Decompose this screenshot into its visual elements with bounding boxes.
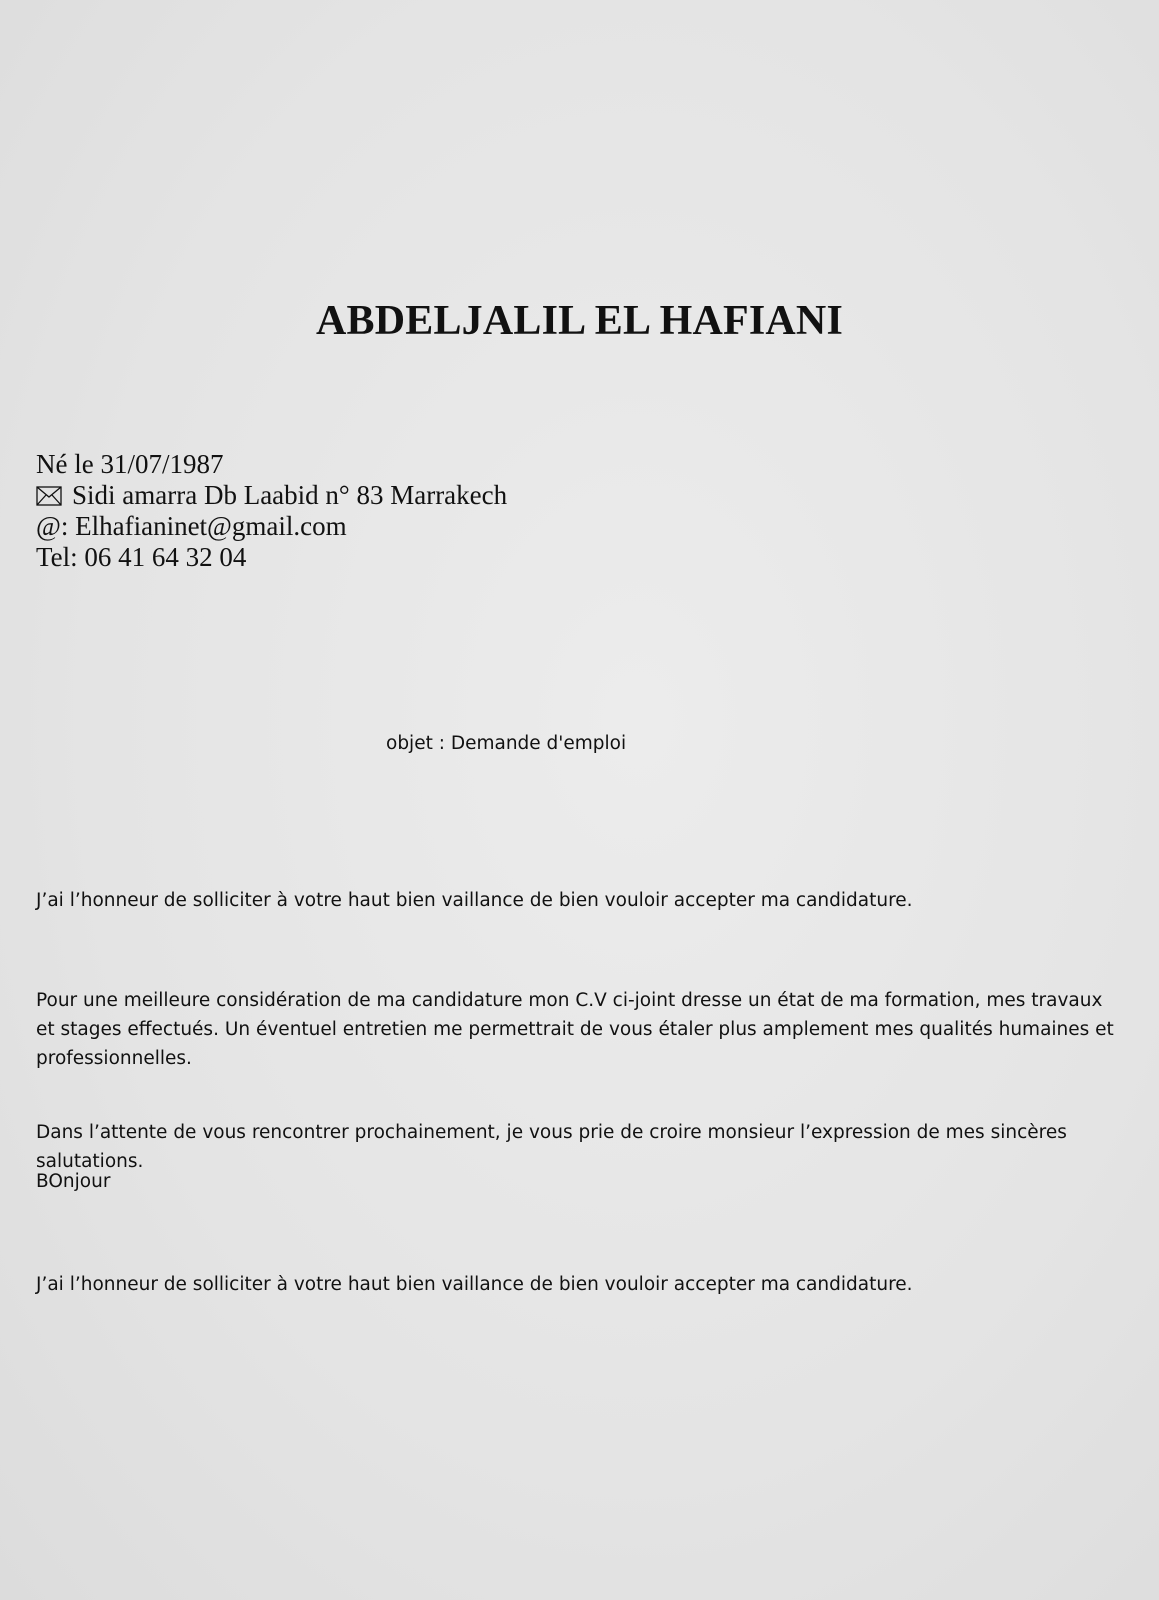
paragraph-1: J’ai l’honneur de solliciter à votre haut bien vaillance de bien vouloir accepter ma candidature.	[36, 890, 913, 911]
paragraph-2: Pour une meilleure considération de ma candidature mon C.V ci-joint dresse un état de ma formation, mes travaux et stages effectués. Un éventuel entretien me permettrait de vous étaler plus amplement mes qualités humaines et professionnelles.	[36, 990, 1114, 1069]
envelope-icon	[36, 486, 62, 506]
contact-block	[36, 449, 507, 573]
paragraph-3: Dans l’attente de vous rencontrer prochainement, je vous prie de croire monsieur l’expression de mes sincères salutations.	[36, 1122, 1067, 1172]
paragraph-5: J’ai l’honneur de solliciter à votre haut bien vaillance de bien vouloir accepter ma candidature.	[36, 1274, 913, 1295]
paragraph-4: BOnjour	[36, 1171, 111, 1192]
letter-subject: objet : Demande d'emploi	[386, 733, 627, 754]
address-line	[36, 480, 507, 511]
email-line: @: Elhafianinet@gmail.com	[36, 511, 347, 541]
phone-line: Tel: 06 41 64 32 04	[36, 542, 247, 572]
address-text: Sidi amarra Db Laabid n° 83 Marrakech	[72, 480, 508, 510]
sender-name: ABDELJALIL EL HAFIANI	[315, 298, 843, 344]
birth-date: Né le 31/07/1987	[36, 449, 224, 479]
